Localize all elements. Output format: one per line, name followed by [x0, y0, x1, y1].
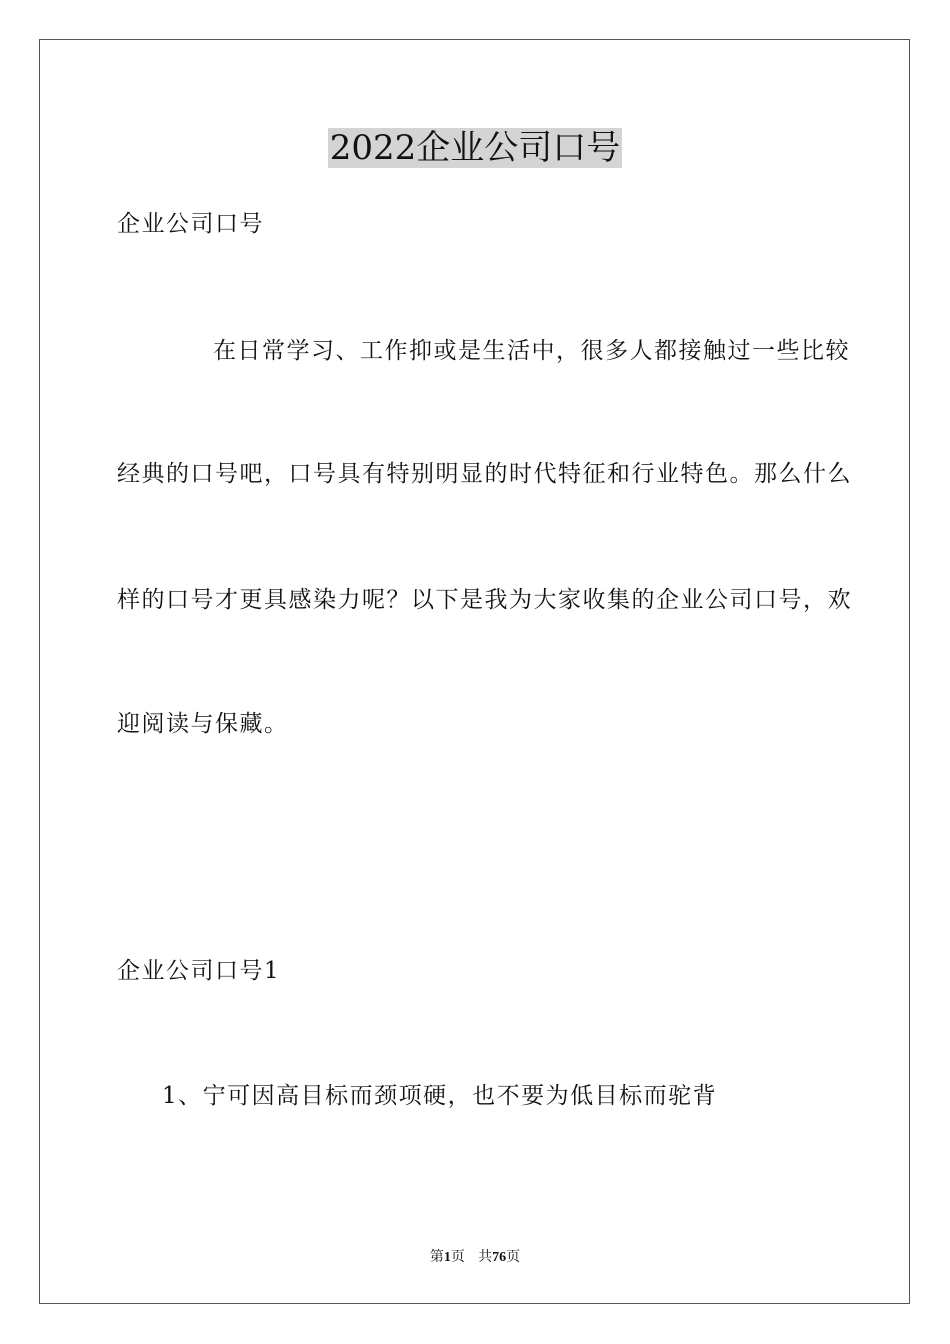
slogan-item-1: 1、宁可因高目标而颈项硬，也不要为低目标而驼背 — [162, 1083, 718, 1109]
footer-page-prefix: 第 — [429, 1249, 444, 1265]
page-footer — [0, 1248, 950, 1267]
intro-line-2: 经典的口号吧，口号具有特别明显的时代特征和行业特色。那么什么 — [117, 461, 852, 487]
intro-line-1: 在日常学习、工作抑或是生活中，很多人都接触过一些比较 — [213, 338, 850, 364]
footer-page-suffix: 页 — [450, 1249, 465, 1265]
section-heading: 企业公司口号1 — [117, 958, 281, 984]
footer-page-number: 1 — [443, 1250, 451, 1265]
document-title-text: 2022企业公司口号 — [329, 128, 621, 168]
intro-line-4: 迎阅读与保藏。 — [117, 711, 289, 737]
footer-total-prefix: 共 — [478, 1249, 493, 1265]
document-subtitle: 企业公司口号 — [117, 211, 264, 237]
document-title — [0, 128, 950, 168]
intro-line-3: 样的口号才更具感染力呢？以下是我为大家收集的企业公司口号，欢 — [117, 587, 852, 613]
footer-total-suffix: 页 — [506, 1249, 521, 1265]
footer-total-pages: 76 — [492, 1250, 507, 1265]
